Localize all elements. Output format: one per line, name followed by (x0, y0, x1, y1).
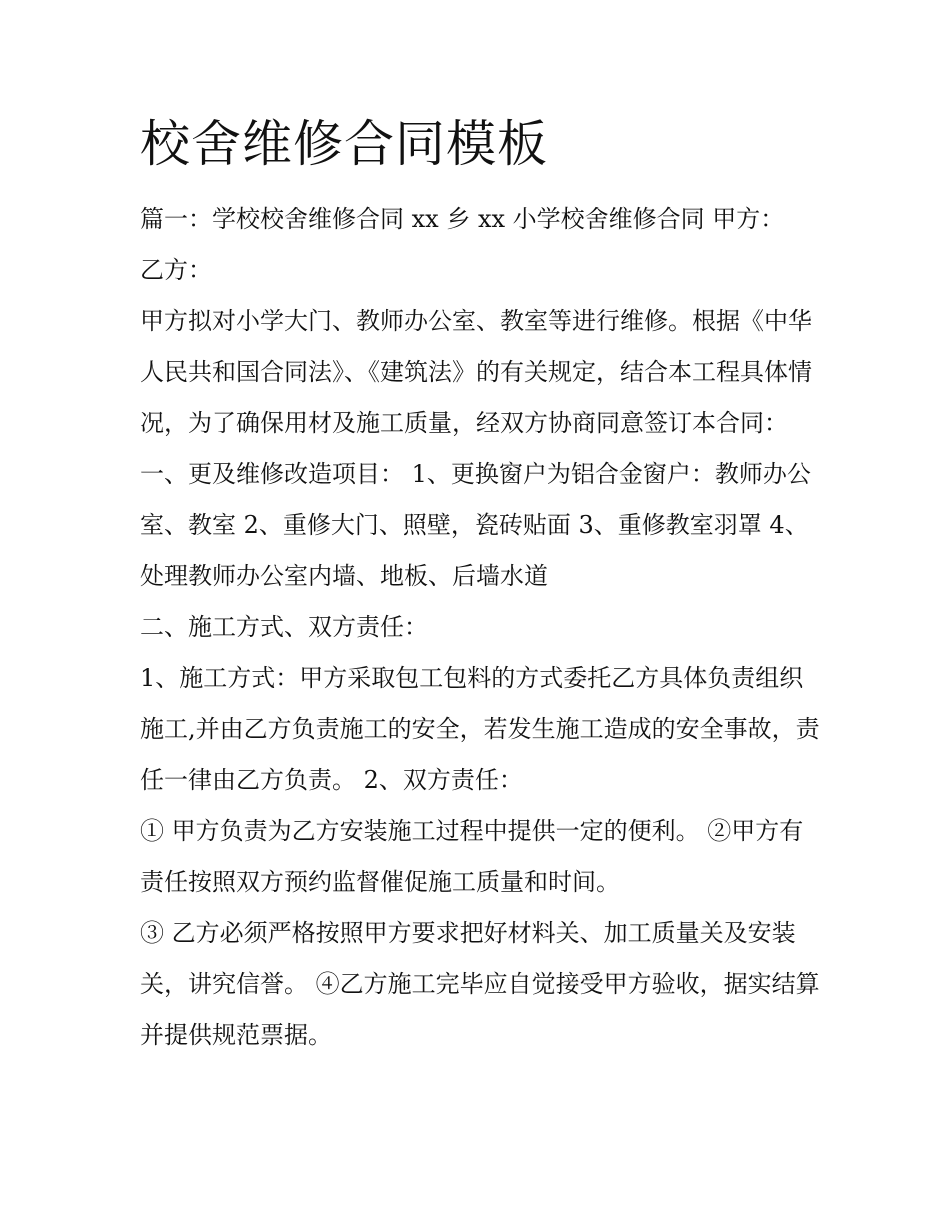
paragraph-party-a-duties: ① 甲方负责为乙方安装施工过程中提供一定的便利。 ②甲方有责任按照双方预约监督催促施工质量和时间。 (140, 817, 804, 896)
paragraph-projects: 一、更及维修改造项目： 1、更换窗户为铝合金窗户：教师办公室、教室 2、重修大门、照壁，瓷砖贴面 3、重修教室羽罩 4、处理教师办公室内墙、地板、后墙水道 (140, 460, 811, 590)
document-page (140, 112, 820, 1061)
paragraph-construction-method: 1、施工方式：甲方采取包工包料的方式委托乙方具体负责组织施工,并由乙方负责施工的安全，若发生施工造成的安全事故，责任一律由乙方负责。 2、双方责任： (140, 664, 820, 794)
paragraph-purpose: 甲方拟对小学大门、教师办公室、教室等进行维修。根据《中华人民共和国合同法》、《建筑法》的有关规定，结合本工程具体情况，为了确保用材及施工质量，经双方协商同意签订本合同： (140, 307, 812, 437)
document-title: 校舍维修合同模板 (140, 115, 548, 173)
paragraph-party-b: 乙方： (140, 256, 212, 284)
paragraph-party-b-duties: ③ 乙方必须严格按照甲方要求把好材料关、加工质量关及安装关，讲究信誉。 ④乙方施工完毕应自觉接受甲方验收，据实结算并提供规范票据。 (140, 919, 820, 1049)
paragraph-section-two-heading: 二、施工方式、双方责任： (140, 613, 428, 641)
paragraph-intro: 篇一：学校校舍维修合同 xx 乡 xx 小学校舍维修合同 甲方： (140, 205, 785, 233)
